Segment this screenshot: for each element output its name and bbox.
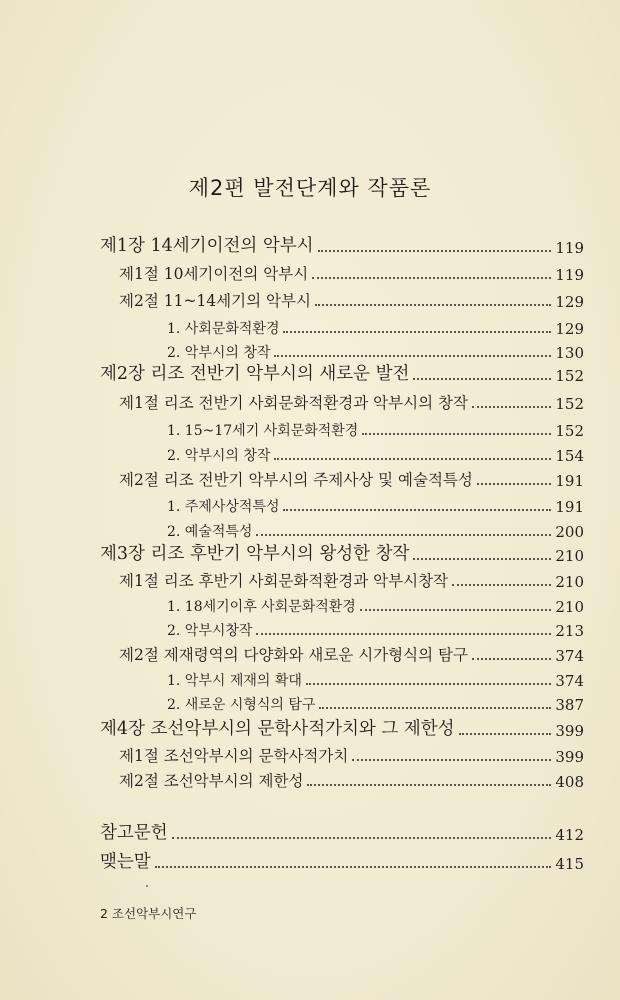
dot-leader xyxy=(283,331,551,333)
toc-entry-label: 제2장 리조 전반기 악부시의 새로운 발전 xyxy=(100,364,410,384)
section-title: 제2편 발전단계와 작품론 xyxy=(188,176,432,200)
toc-entry-page-number: 130 xyxy=(555,344,584,362)
dot-leader xyxy=(155,866,552,868)
dot-leader xyxy=(362,433,551,435)
dot-leader xyxy=(312,277,551,279)
toc-entry xyxy=(119,641,584,665)
dot-leader xyxy=(472,658,551,660)
toc-entry xyxy=(100,361,584,385)
toc-entry-page-number: 152 xyxy=(555,422,584,440)
dot-leader xyxy=(274,458,551,460)
page-footer: 2 조선악부시연구 xyxy=(100,906,197,921)
toc-entry xyxy=(119,742,584,766)
toc-entry-label: 1. 사회문화적환경 xyxy=(167,321,280,337)
toc-entry-label: 제1절 리조 전반기 사회문화적환경과 악부시의 창작 xyxy=(119,394,468,412)
toc-entry-label: 제1절 리조 후반기 사회문화적환경과 악부시창작 xyxy=(119,572,449,590)
dot-leader xyxy=(413,378,551,380)
dot-leader xyxy=(274,355,551,357)
toc-entry-label: 1. 악부시 제재의 확대 xyxy=(167,673,302,689)
toc-entry xyxy=(167,441,584,465)
dot-leader xyxy=(459,733,552,735)
toc-entry-page-number: 387 xyxy=(555,696,584,714)
dot-leader xyxy=(256,633,551,635)
dot-leader xyxy=(352,759,551,761)
dot-leader xyxy=(452,584,551,586)
toc-entry xyxy=(119,767,584,791)
dot-leader xyxy=(413,558,551,560)
toc-entry xyxy=(100,849,584,873)
toc-entry-page-number: 374 xyxy=(555,647,584,665)
dot-leader xyxy=(472,406,551,408)
toc-entry-label: 2. 새로운 시형식의 탐구 xyxy=(167,697,316,713)
dot-leader xyxy=(319,707,551,709)
toc-entry-page-number: 412 xyxy=(555,826,584,844)
toc-entry-page-number: 399 xyxy=(555,722,584,740)
dot-leader xyxy=(307,784,551,786)
toc-entry-page-number: 399 xyxy=(555,748,584,766)
toc-entry-label: 1. 18세기이후 사회문화적환경 xyxy=(167,599,356,615)
toc-entry-label: 제2절 조선악부시의 제한성 xyxy=(119,772,304,790)
toc-entry-page-number: 119 xyxy=(555,266,584,284)
toc-entry-page-number: 210 xyxy=(555,547,584,565)
toc-entry-label: 제4장 조선악부시의 문학사적가치와 그 제한성 xyxy=(100,719,455,739)
toc-entry-page-number: 119 xyxy=(555,239,584,257)
toc-entry-label: 2. 악부시의 창작 xyxy=(167,345,271,361)
dot-leader xyxy=(318,250,552,252)
dot-leader xyxy=(283,509,551,511)
toc-entry-label: 2. 악부시의 창작 xyxy=(167,448,271,464)
toc-entry-page-number: 210 xyxy=(555,598,584,616)
toc-entry xyxy=(167,492,584,516)
toc-entry-page-number: 154 xyxy=(555,447,584,465)
toc-entry xyxy=(100,233,584,257)
toc-entry xyxy=(167,666,584,690)
toc-entry-label: 제2절 11~14세기의 악부시 xyxy=(119,292,311,310)
toc-entry-label: 2. 예술적특성 xyxy=(167,524,253,540)
toc-entry xyxy=(167,616,584,640)
toc-entry-page-number: 200 xyxy=(555,523,584,541)
dot-leader xyxy=(172,837,552,839)
toc-entry-page-number: 415 xyxy=(555,855,584,873)
toc-entry-page-number: 213 xyxy=(555,622,584,640)
toc-entry-label: 맺는말 xyxy=(100,852,151,872)
toc-entry-label: 제1절 조선악부시의 문학사적가치 xyxy=(119,747,349,765)
toc-entry xyxy=(167,517,584,541)
toc-entry-label: 제1장 14세기이전의 악부시 xyxy=(100,236,314,256)
toc-entry-page-number: 129 xyxy=(555,293,584,311)
toc-entry-page-number: 408 xyxy=(555,773,584,791)
toc-entry xyxy=(100,541,584,565)
dot-leader xyxy=(315,304,551,306)
toc-entry-page-number: 191 xyxy=(555,498,584,516)
toc-entry-label: 제2절 리조 전반기 악부시의 주제사상 및 예술적특성 xyxy=(119,471,473,489)
toc-entry xyxy=(167,690,584,714)
toc-entry xyxy=(167,592,584,616)
dot-leader xyxy=(360,609,552,611)
toc-entry-page-number: 152 xyxy=(555,395,584,413)
toc-entry-page-number: 210 xyxy=(555,573,584,591)
toc-entry xyxy=(100,820,584,844)
toc-entry-page-number: 152 xyxy=(555,367,584,385)
toc-entry xyxy=(119,287,584,311)
toc-entry-page-number: 374 xyxy=(555,672,584,690)
toc-entry xyxy=(119,466,584,490)
toc-entry xyxy=(119,260,584,284)
dot-leader xyxy=(256,534,551,536)
toc-entry xyxy=(167,416,584,440)
toc-entry xyxy=(119,567,584,591)
toc-entry-label: 제1절 10세기이전의 악부시 xyxy=(119,265,309,283)
toc-entry xyxy=(167,338,584,362)
toc-entry-label: 2. 악부시창작 xyxy=(167,623,253,639)
paper-speck xyxy=(146,885,148,887)
toc-entry-page-number: 129 xyxy=(555,320,584,338)
toc-entry-page-number: 191 xyxy=(555,472,584,490)
dot-leader xyxy=(477,483,552,485)
toc-entry-label: 제3장 리조 후반기 악부시의 왕성한 창작 xyxy=(100,544,410,564)
toc-entry xyxy=(167,314,584,338)
dot-leader xyxy=(306,683,551,685)
toc-entry-label: 제2절 제재령역의 다양화와 새로운 시가형식의 탐구 xyxy=(119,646,468,664)
toc-entry-label: 1. 주제사상적특성 xyxy=(167,499,280,515)
toc-entry-label: 1. 15~17세기 사회문화적환경 xyxy=(167,423,359,439)
toc-entry-label: 참고문헌 xyxy=(100,823,168,843)
toc-entry xyxy=(100,716,584,740)
toc-entry xyxy=(119,389,584,413)
